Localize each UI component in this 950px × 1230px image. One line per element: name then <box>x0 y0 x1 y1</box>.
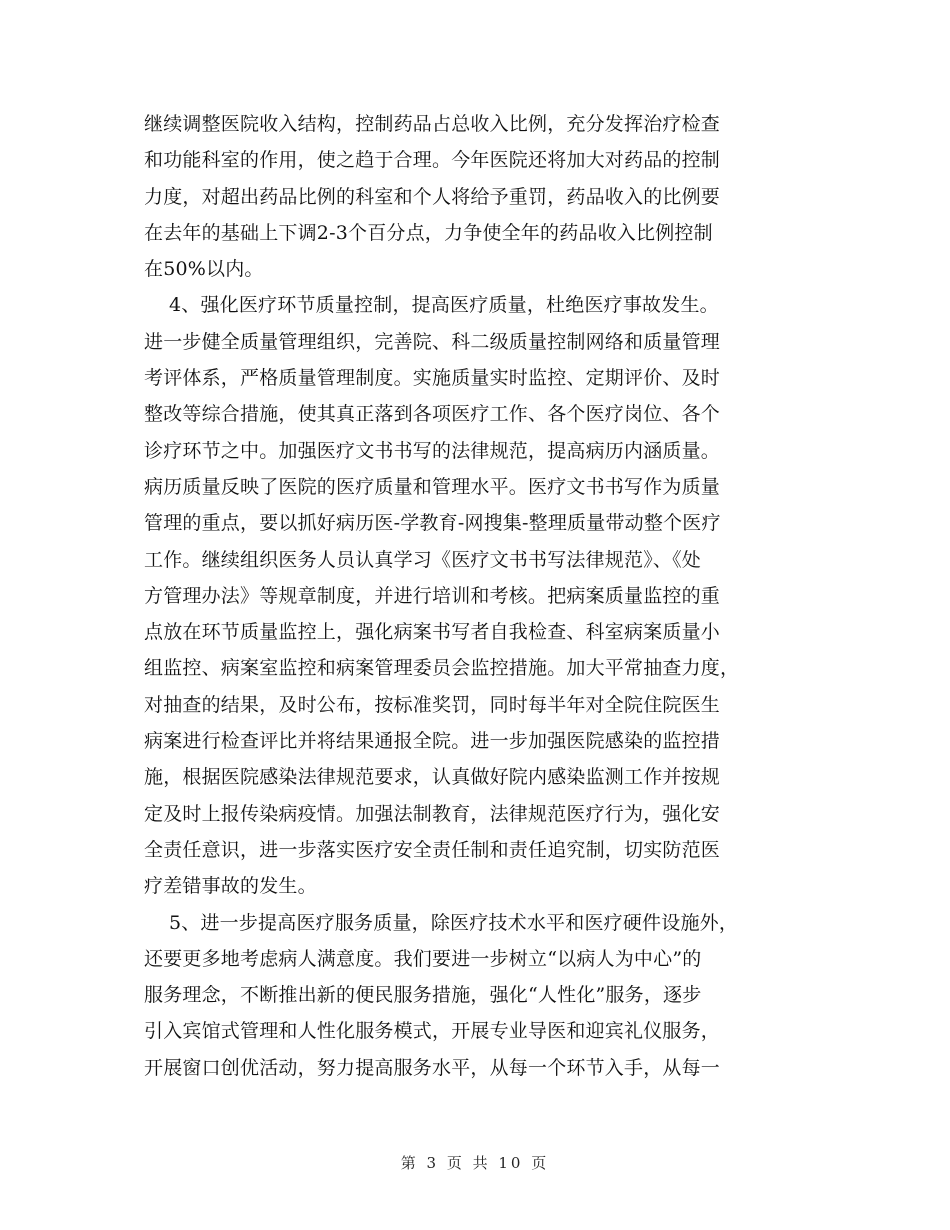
text-line: 组监控、病案室监控和病案管理委员会监控措施。加大平常抽查力度， <box>144 657 740 680</box>
text-line: 方管理办法》等规章制度，并进行培训和考核。把病案质量监控的重 <box>144 584 721 607</box>
text-line: 服务理念，不断推出新的便民服务措施，强化“人性化”服务，逐步 <box>144 984 702 1007</box>
text-line: 5、进一步提高医疗服务质量，除医疗技术水平和医疗硬件设施外， <box>144 911 739 934</box>
text-line: 诊疗环节之中。加强医疗文书书写的法律规范，提高病历内涵质量。 <box>144 439 721 462</box>
text-line: 和功能科室的作用，使之趋于合理。今年医院还将加大对药品的控制 <box>144 149 721 172</box>
text-line: 病案进行检查评比并将结果通报全院。进一步加强医院感染的监控措 <box>144 730 721 753</box>
text-line: 在50%以内。 <box>144 258 264 281</box>
text-line: 工作。继续组织医务人员认真学习《医疗文书书写法律规范》、《处 <box>144 548 702 571</box>
text-line: 继续调整医院收入结构，控制药品占总收入比例，充分发挥治疗检查 <box>144 113 721 135</box>
text-line: 全责任意识，进一步落实医疗安全责任制和责任追究制，切实防范医 <box>144 838 721 861</box>
text-line: 对抽查的结果，及时公布，按标准奖罚，同时每半年对全院住院医生 <box>144 693 721 716</box>
body-text <box>144 106 804 1086</box>
text-line: 在去年的基础上下调2-3个百分点，力争使全年的药品收入比例控制 <box>144 221 713 244</box>
text-line: 管理的重点，要以抓好病历医-学教育-网搜集-整理质量带动整个医疗 <box>144 512 721 535</box>
text-line: 4、强化医疗环节质量控制，提高医疗质量，杜绝医疗事故发生。 <box>144 294 719 317</box>
text-line: 力度，对超出药品比例的科室和个人将给予重罚，药品收入的比例要 <box>144 185 721 208</box>
page-number-label: 第 3 页 共 10 页 <box>400 1154 550 1172</box>
text-line: 开展窗口创优活动，努力提高服务水平，从每一个环节入手，从每一 <box>144 1056 721 1079</box>
text-line: 病历质量反映了医院的医疗质量和管理水平。医疗文书书写作为质量 <box>144 475 721 498</box>
text-line: 定及时上报传染病疫情。加强法制教育，法律规范医疗行为，强化安 <box>144 802 721 825</box>
text-line: 整改等综合措施，使其真正落到各项医疗工作、各个医疗岗位、各个 <box>144 403 721 426</box>
text-line: 进一步健全质量管理组织，完善院、科二级质量控制网络和质量管理 <box>144 330 721 353</box>
text-line: 疗差错事故的发生。 <box>144 875 317 898</box>
text-line: 引入宾馆式管理和人性化服务模式，开展专业导医和迎宾礼仪服务， <box>144 1020 721 1043</box>
text-line: 点放在环节质量监控上，强化病案书写者自我检查、科室病案质量小 <box>144 621 721 644</box>
text-line: 还要更多地考虑病人满意度。我们要进一步树立“以病人为中心”的 <box>144 947 702 970</box>
text-line: 施，根据医院感染法律规范要求，认真做好院内感染监测工作并按规 <box>144 766 721 789</box>
text-line: 考评体系，严格质量管理制度。实施质量实时监控、定期评价、及时 <box>144 367 721 390</box>
page-footer <box>0 1152 950 1173</box>
